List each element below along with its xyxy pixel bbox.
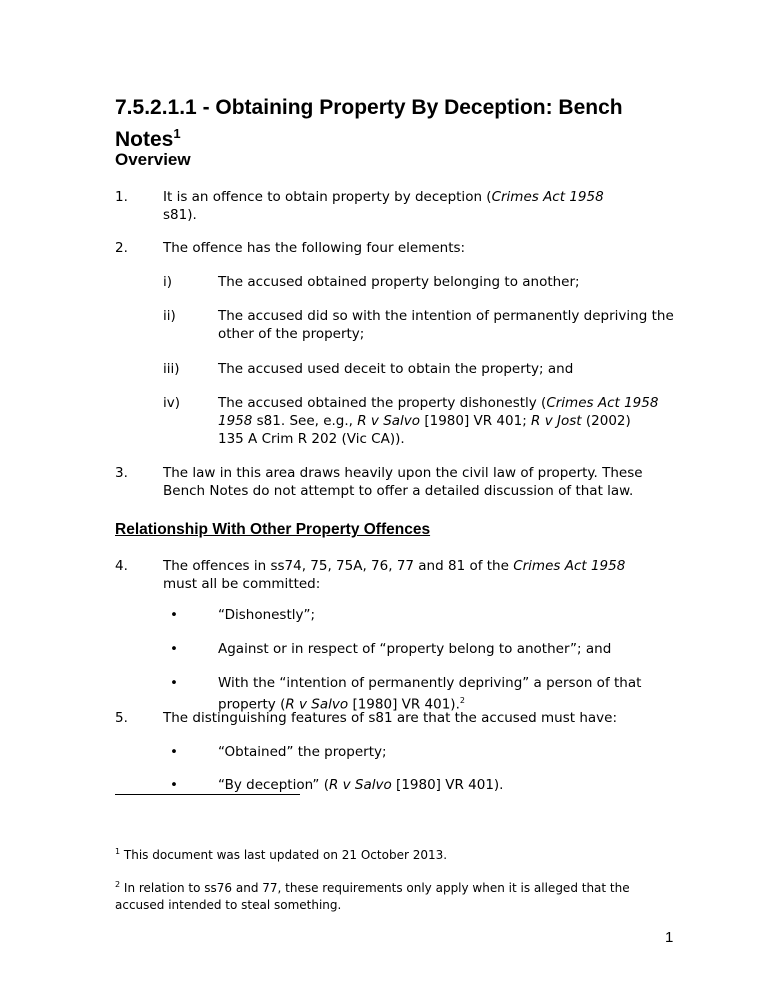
footnote-1: $^1$ This document was last updated on 21 October 2013. bbox=[115, 847, 448, 862]
element-text: The accused obtained property belonging to another; bbox=[218, 274, 580, 290]
bullet-icon: • bbox=[170, 777, 178, 793]
paragraph-3: The law in this area draws heavily upon the civil law of property. These Bench Notes do not attempt to offer a detailed discussion of that law. bbox=[163, 465, 643, 499]
element-text: The accused did so with the intention of permanently depriving the other of the property; bbox=[218, 308, 674, 342]
paragraph-5: The distinguishing features of s81 are that the accused must have: bbox=[163, 710, 618, 726]
para-number: 3. bbox=[115, 465, 128, 481]
footnote-ref-2[interactable]: 2 bbox=[459, 696, 465, 705]
bullet-text: “By deception” (R v Salvo [1980] VR 401). bbox=[218, 777, 504, 793]
relationship-heading: Relationship With Other Property Offences bbox=[115, 521, 431, 538]
para-number: 1. bbox=[115, 189, 128, 205]
element-number: ii) bbox=[163, 308, 176, 324]
overview-heading: Overview bbox=[115, 150, 191, 169]
bullet-icon: • bbox=[170, 744, 178, 760]
paragraph-1: It is an offence to obtain property by deception (Crimes Act 1958 s81). bbox=[163, 189, 604, 223]
document-title: 7.5.2.1.1 - Obtaining Property By Deception: Bench Notes$^1$ bbox=[115, 96, 623, 151]
element-number: iv) bbox=[163, 395, 181, 411]
footnote-2: $^2$ In relation to ss76 and 77, these requirements only apply when it is alleged that the accused intended to steal something. bbox=[115, 880, 630, 912]
para-number: 2. bbox=[115, 240, 128, 256]
para-number: 5. bbox=[115, 710, 128, 726]
paragraph-2: The offence has the following four elements: bbox=[163, 240, 466, 256]
footnote-ref-1[interactable]: 1 bbox=[173, 126, 181, 141]
bullet-text: Against or in respect of “property belong to another”; and bbox=[218, 641, 612, 657]
page-number: 1 bbox=[665, 929, 674, 946]
element-text: The accused obtained the property dishonestly (Crimes Act 1958 1958 s81. See, e.g., R v Salvo [1980] VR 401; R v Jost (2002) 135 A Crim R 202 (Vic CA)). bbox=[218, 395, 659, 447]
element-number: iii) bbox=[163, 361, 180, 377]
bullet-text: “Dishonestly”; bbox=[218, 607, 316, 623]
footnote-divider bbox=[115, 794, 300, 795]
element-number: i) bbox=[163, 274, 173, 290]
bullet-text: “Obtained” the property; bbox=[218, 744, 387, 760]
element-text: The accused used deceit to obtain the property; and bbox=[218, 361, 574, 377]
bullet-icon: • bbox=[170, 607, 178, 623]
bullet-icon: • bbox=[170, 641, 178, 657]
paragraph-4: The offences in ss74, 75, 75A, 76, 77 and 81 of the Crimes Act 1958 must all be committed: bbox=[163, 558, 626, 592]
bullet-text: With the “intention of permanently depriving” a person of that property (R v Salvo [1980] VR 401).$^2$ bbox=[218, 675, 642, 713]
para-number: 4. bbox=[115, 558, 128, 574]
bullet-icon: • bbox=[170, 675, 178, 691]
